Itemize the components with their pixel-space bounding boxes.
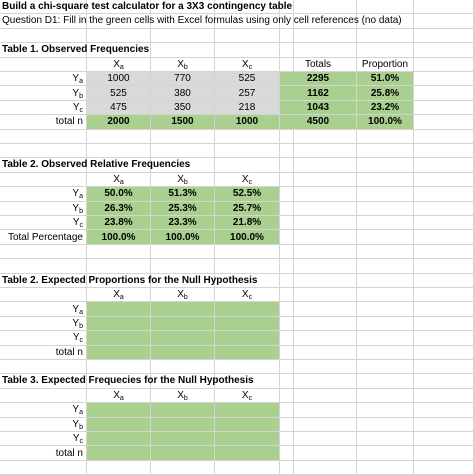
empty-cell[interactable] <box>357 317 414 331</box>
empty-cell[interactable] <box>357 130 414 144</box>
empty-cell[interactable] <box>280 302 294 316</box>
empty-cell[interactable] <box>280 230 294 244</box>
empty-cell[interactable] <box>87 245 151 259</box>
empty-cell[interactable] <box>280 202 294 216</box>
empty-cell[interactable] <box>414 331 474 345</box>
table3-row-header-ya[interactable] <box>0 302 87 316</box>
empty-cell[interactable] <box>151 259 215 273</box>
table2-row-header-yb-label: $Y_b$ <box>72 202 83 215</box>
empty-cell[interactable] <box>87 144 151 158</box>
empty-cell[interactable] <box>0 259 87 273</box>
empty-cell[interactable] <box>294 346 357 360</box>
table3-total-cell[interactable] <box>87 346 151 360</box>
table2-value-cell[interactable]: 23.8% <box>87 216 151 230</box>
table1-value-cell[interactable]: 350 <box>151 101 215 115</box>
table1-value-cell[interactable]: 1000 <box>87 72 151 86</box>
empty-cell[interactable] <box>294 274 357 288</box>
table2-row-header-ya[interactable] <box>0 187 87 201</box>
empty-cell[interactable] <box>294 461 357 475</box>
empty-cell[interactable] <box>414 317 474 331</box>
empty-cell[interactable] <box>414 0 474 14</box>
empty-cell[interactable] <box>414 101 474 115</box>
table1-total-cell[interactable]: 1043 <box>280 101 357 115</box>
empty-cell[interactable] <box>357 245 414 259</box>
table4-row-header-ya[interactable] <box>0 403 87 417</box>
table1-total-cell[interactable]: 1162 <box>280 86 357 100</box>
table2-col-header-xa[interactable] <box>87 173 151 187</box>
empty-cell[interactable] <box>151 144 215 158</box>
table4-col-header-xc[interactable] <box>215 389 280 403</box>
empty-cell[interactable] <box>294 202 357 216</box>
table1-value-cell[interactable]: 770 <box>151 72 215 86</box>
empty-cell[interactable] <box>215 144 280 158</box>
empty-cell[interactable] <box>0 173 87 187</box>
table3-row-header-ya-label: $Y_a$ <box>72 303 83 316</box>
table3-col-header-xb-label: $X_b$ <box>177 289 188 302</box>
table2-value-cell[interactable]: 51.3% <box>151 187 215 201</box>
empty-cell[interactable] <box>151 360 215 374</box>
table3-input-cell[interactable] <box>151 317 215 331</box>
table3-col-header-xb[interactable] <box>151 288 215 302</box>
empty-cell[interactable] <box>414 158 474 172</box>
table3-total-n-label[interactable]: total n <box>0 346 87 360</box>
table2-total-cell[interactable]: 100.0% <box>215 230 280 244</box>
empty-cell[interactable] <box>357 389 414 403</box>
table3-col-header-xa-label: $X_a$ <box>113 289 124 302</box>
table3-input-cell[interactable] <box>215 331 280 345</box>
table1-total-n-label[interactable]: total n <box>0 115 87 129</box>
empty-cell[interactable] <box>294 374 357 388</box>
table1-value-cell[interactable]: 525 <box>87 86 151 100</box>
table4-row-header-yb[interactable] <box>0 418 87 432</box>
empty-cell[interactable] <box>0 360 87 374</box>
table4-input-cell[interactable] <box>215 403 280 417</box>
empty-cell[interactable] <box>414 187 474 201</box>
table3-row-header-yc-label: $Y_c$ <box>72 332 83 345</box>
table3-total-cell[interactable] <box>215 346 280 360</box>
table4-col-header-xc-label: $X_c$ <box>241 389 253 402</box>
empty-cell[interactable] <box>294 230 357 244</box>
table4-total-cell[interactable] <box>215 446 280 460</box>
table1-col-header-xb[interactable] <box>151 58 215 72</box>
empty-cell[interactable] <box>414 202 474 216</box>
table4-input-cell[interactable] <box>87 432 151 446</box>
empty-cell[interactable] <box>294 158 357 172</box>
empty-cell[interactable] <box>414 288 474 302</box>
table3-col-header-xa[interactable] <box>87 288 151 302</box>
empty-cell[interactable] <box>414 216 474 230</box>
empty-cell[interactable] <box>280 331 294 345</box>
table1-proportion-cell[interactable]: 51.0% <box>357 72 414 86</box>
empty-cell[interactable] <box>294 317 357 331</box>
empty-cell[interactable] <box>280 389 294 403</box>
empty-cell[interactable] <box>280 130 294 144</box>
empty-cell[interactable] <box>280 446 294 460</box>
empty-cell[interactable] <box>294 360 357 374</box>
empty-cell[interactable] <box>414 432 474 446</box>
empty-cell[interactable] <box>414 418 474 432</box>
empty-cell[interactable] <box>357 259 414 273</box>
table4-total-cell[interactable] <box>151 446 215 460</box>
empty-cell[interactable] <box>280 158 294 172</box>
empty-cell[interactable] <box>294 0 357 14</box>
table1-row-header-yc[interactable] <box>0 101 87 115</box>
empty-cell[interactable] <box>280 245 294 259</box>
table4-row-header-yc[interactable] <box>0 432 87 446</box>
table2-value-cell[interactable]: 52.5% <box>215 187 280 201</box>
table3-col-header-xc[interactable] <box>215 288 280 302</box>
empty-cell[interactable] <box>414 403 474 417</box>
table1-col-header-xa[interactable] <box>87 58 151 72</box>
table1-value-cell[interactable]: 380 <box>151 86 215 100</box>
table4-input-cell[interactable] <box>151 403 215 417</box>
table2-row-header-yc-label: $Y_c$ <box>72 217 83 230</box>
table2-value-cell[interactable]: 26.3% <box>87 202 151 216</box>
empty-cell[interactable] <box>280 187 294 201</box>
empty-cell[interactable] <box>280 374 294 388</box>
empty-cell[interactable] <box>357 274 414 288</box>
table2-row-header-yb[interactable] <box>0 202 87 216</box>
table4-title: Table 3. Expected Frequecies for the Null Hypothesis <box>2 375 254 387</box>
empty-cell[interactable] <box>294 331 357 345</box>
empty-cell[interactable] <box>215 360 280 374</box>
empty-cell[interactable] <box>414 389 474 403</box>
empty-cell[interactable] <box>294 418 357 432</box>
table4-input-cell[interactable] <box>215 418 280 432</box>
empty-cell[interactable] <box>0 58 87 72</box>
empty-cell[interactable] <box>215 245 280 259</box>
table1-total-cell[interactable]: 2295 <box>280 72 357 86</box>
table2-total-cell[interactable]: 100.0% <box>151 230 215 244</box>
table1-value-cell[interactable]: 218 <box>215 101 280 115</box>
table2-row-header-yc[interactable] <box>0 216 87 230</box>
empty-cell[interactable] <box>357 403 414 417</box>
table2-col-header-xb[interactable] <box>151 173 215 187</box>
table4-col-header-xb[interactable] <box>151 389 215 403</box>
empty-cell[interactable] <box>414 115 474 129</box>
empty-cell[interactable] <box>215 158 280 172</box>
empty-cell[interactable] <box>414 374 474 388</box>
empty-cell[interactable] <box>294 432 357 446</box>
empty-cell[interactable] <box>294 144 357 158</box>
empty-cell[interactable] <box>357 0 414 14</box>
empty-cell[interactable] <box>280 29 294 43</box>
empty-cell[interactable] <box>414 274 474 288</box>
table3-row-header-yc[interactable] <box>0 331 87 345</box>
empty-cell[interactable] <box>414 346 474 360</box>
table2-value-cell[interactable]: 25.3% <box>151 202 215 216</box>
table2-col-header-xb-label: $X_b$ <box>177 173 188 186</box>
table1-proportion-cell[interactable]: 23.2% <box>357 101 414 115</box>
empty-cell[interactable] <box>357 43 414 57</box>
table1-column-total-cell[interactable]: 1500 <box>151 115 215 129</box>
empty-cell[interactable] <box>215 461 280 475</box>
empty-cell[interactable] <box>357 302 414 316</box>
table2-total-cell[interactable]: 100.0% <box>87 230 151 244</box>
empty-cell[interactable] <box>357 288 414 302</box>
table2-row-header-ya-label: $Y_a$ <box>72 188 83 201</box>
table1-row-header-yb[interactable] <box>0 86 87 100</box>
empty-cell[interactable] <box>357 187 414 201</box>
table3-row-header-yb-label: $Y_b$ <box>72 317 83 330</box>
table1-column-total-cell[interactable]: 1000 <box>215 115 280 129</box>
empty-cell[interactable] <box>215 29 280 43</box>
table1-total-proportion-cell[interactable]: 100.0% <box>357 115 414 129</box>
empty-cell[interactable] <box>414 302 474 316</box>
empty-cell[interactable] <box>357 158 414 172</box>
empty-cell[interactable] <box>357 446 414 460</box>
empty-cell[interactable] <box>280 43 294 57</box>
empty-cell[interactable] <box>151 245 215 259</box>
empty-cell[interactable] <box>414 86 474 100</box>
empty-cell[interactable] <box>280 216 294 230</box>
empty-cell[interactable] <box>151 461 215 475</box>
empty-cell[interactable] <box>294 130 357 144</box>
table3-input-cell[interactable] <box>87 317 151 331</box>
table2-value-cell[interactable]: 23.3% <box>151 216 215 230</box>
table1-totals-header[interactable]: Totals <box>280 58 357 72</box>
empty-cell[interactable] <box>294 446 357 460</box>
table1-col-header-xa-label: $X_a$ <box>113 58 124 71</box>
empty-cell[interactable] <box>294 302 357 316</box>
table1-row-header-yc-label: $Y_c$ <box>72 101 83 114</box>
empty-cell[interactable] <box>0 245 87 259</box>
empty-cell[interactable] <box>87 461 151 475</box>
table1-proportion-header[interactable]: Proportion <box>357 58 414 72</box>
empty-cell[interactable] <box>357 29 414 43</box>
empty-cell[interactable] <box>357 374 414 388</box>
empty-cell[interactable] <box>151 43 215 57</box>
empty-cell[interactable] <box>414 360 474 374</box>
empty-cell[interactable] <box>414 72 474 86</box>
empty-cell[interactable] <box>294 403 357 417</box>
table3-input-cell[interactable] <box>215 302 280 316</box>
empty-cell[interactable] <box>357 216 414 230</box>
empty-cell[interactable] <box>0 389 87 403</box>
empty-cell[interactable] <box>414 29 474 43</box>
table2-title: Table 2. Observed Relative Frequencies <box>2 159 191 171</box>
empty-cell[interactable] <box>280 418 294 432</box>
empty-cell[interactable] <box>357 230 414 244</box>
table4-total-cell[interactable] <box>87 446 151 460</box>
empty-cell[interactable] <box>294 259 357 273</box>
table4-col-header-xa[interactable] <box>87 389 151 403</box>
empty-cell[interactable] <box>357 418 414 432</box>
empty-cell[interactable] <box>151 130 215 144</box>
table3-input-cell[interactable] <box>215 317 280 331</box>
empty-cell[interactable] <box>414 461 474 475</box>
empty-cell[interactable] <box>280 173 294 187</box>
table4-total-n-label[interactable]: total n <box>0 446 87 460</box>
table1-value-cell[interactable]: 257 <box>215 86 280 100</box>
table1-value-cell[interactable]: 525 <box>215 72 280 86</box>
empty-cell[interactable] <box>414 230 474 244</box>
table1-col-header-xb-label: $X_b$ <box>177 58 188 71</box>
empty-cell[interactable] <box>357 331 414 345</box>
table3-title: Table 2. Expected Proportions for the Null Hypothesis <box>2 274 258 286</box>
empty-cell[interactable] <box>280 288 294 302</box>
empty-cell[interactable] <box>357 173 414 187</box>
empty-cell[interactable] <box>151 29 215 43</box>
table4-row-header-yc-label: $Y_c$ <box>72 433 83 446</box>
empty-cell[interactable] <box>87 130 151 144</box>
table4-row-header-ya-label: $Y_a$ <box>72 404 83 417</box>
empty-cell[interactable] <box>87 29 151 43</box>
empty-cell[interactable] <box>294 389 357 403</box>
empty-cell[interactable] <box>215 259 280 273</box>
empty-cell[interactable] <box>294 245 357 259</box>
empty-cell[interactable] <box>357 432 414 446</box>
table4-col-header-xa-label: $X_a$ <box>113 389 124 402</box>
table1-row-header-ya-label: $Y_a$ <box>72 73 83 86</box>
table2-col-header-xc-label: $X_c$ <box>241 173 253 186</box>
empty-cell[interactable] <box>0 29 87 43</box>
empty-cell[interactable] <box>280 346 294 360</box>
table2-value-cell[interactable]: 50.0% <box>87 187 151 201</box>
table1-col-header-xc[interactable] <box>215 58 280 72</box>
table1-row-header-ya[interactable] <box>0 72 87 86</box>
empty-cell[interactable] <box>294 173 357 187</box>
empty-cell[interactable] <box>280 317 294 331</box>
empty-cell[interactable] <box>414 130 474 144</box>
table3-col-header-xc-label: $X_c$ <box>241 289 253 302</box>
empty-cell[interactable] <box>357 461 414 475</box>
empty-cell[interactable] <box>280 403 294 417</box>
empty-cell[interactable] <box>280 461 294 475</box>
empty-cell[interactable] <box>294 187 357 201</box>
table1-proportion-cell[interactable]: 25.8% <box>357 86 414 100</box>
empty-cell[interactable] <box>414 144 474 158</box>
table4-input-cell[interactable] <box>87 403 151 417</box>
table3-input-cell[interactable] <box>151 302 215 316</box>
table3-input-cell[interactable] <box>87 331 151 345</box>
table1-title: Table 1. Observed Frequencies <box>2 44 150 56</box>
empty-cell[interactable] <box>414 259 474 273</box>
empty-cell[interactable] <box>280 259 294 273</box>
empty-cell[interactable] <box>87 259 151 273</box>
table1-value-cell[interactable]: 475 <box>87 101 151 115</box>
question-text: Question D1: Fill in the green cells with Excel formulas using only cell references (no data) <box>2 15 402 27</box>
empty-cell[interactable] <box>87 360 151 374</box>
table1-col-header-xc-label: $X_c$ <box>241 58 253 71</box>
empty-cell[interactable] <box>357 346 414 360</box>
empty-cell[interactable] <box>215 130 280 144</box>
empty-cell[interactable] <box>280 360 294 374</box>
table1-grand-total-cell[interactable]: 4500 <box>280 115 357 129</box>
table2-value-cell[interactable]: 25.7% <box>215 202 280 216</box>
table4-input-cell[interactable] <box>151 418 215 432</box>
table3-row-header-yb[interactable] <box>0 317 87 331</box>
empty-cell[interactable] <box>414 43 474 57</box>
empty-cell[interactable] <box>357 360 414 374</box>
table4-input-cell[interactable] <box>151 432 215 446</box>
empty-cell[interactable] <box>280 274 294 288</box>
table2-col-header-xa-label: $X_a$ <box>113 173 124 186</box>
table2-total-percentage-label[interactable]: Total Percentage <box>0 230 87 244</box>
empty-cell[interactable] <box>414 245 474 259</box>
table2-value-cell[interactable]: 21.8% <box>215 216 280 230</box>
table4-input-cell[interactable] <box>215 432 280 446</box>
table1-row-header-yb-label: $Y_b$ <box>72 87 83 100</box>
table2-col-header-xc[interactable] <box>215 173 280 187</box>
table4-row-header-yb-label: $Y_b$ <box>72 418 83 431</box>
empty-cell[interactable] <box>280 144 294 158</box>
empty-cell[interactable] <box>414 446 474 460</box>
empty-cell[interactable] <box>294 43 357 57</box>
sheet-title: Build a chi-square test calculator for a 3X3 contingency table <box>2 1 293 12</box>
empty-cell[interactable] <box>280 432 294 446</box>
empty-cell[interactable] <box>414 58 474 72</box>
empty-cell[interactable] <box>414 173 474 187</box>
empty-cell[interactable] <box>357 144 414 158</box>
empty-cell[interactable] <box>0 461 87 475</box>
empty-cell[interactable] <box>294 288 357 302</box>
table4-input-cell[interactable] <box>87 418 151 432</box>
table3-total-cell[interactable] <box>151 346 215 360</box>
table4-col-header-xb-label: $X_b$ <box>177 389 188 402</box>
table3-input-cell[interactable] <box>151 331 215 345</box>
empty-cell[interactable] <box>0 144 87 158</box>
table3-input-cell[interactable] <box>87 302 151 316</box>
empty-cell[interactable] <box>294 29 357 43</box>
empty-cell[interactable] <box>0 288 87 302</box>
empty-cell[interactable] <box>0 130 87 144</box>
empty-cell[interactable] <box>357 202 414 216</box>
empty-cell[interactable] <box>215 43 280 57</box>
empty-cell[interactable] <box>294 216 357 230</box>
empty-cell[interactable] <box>414 14 474 28</box>
table1-column-total-cell[interactable]: 2000 <box>87 115 151 129</box>
